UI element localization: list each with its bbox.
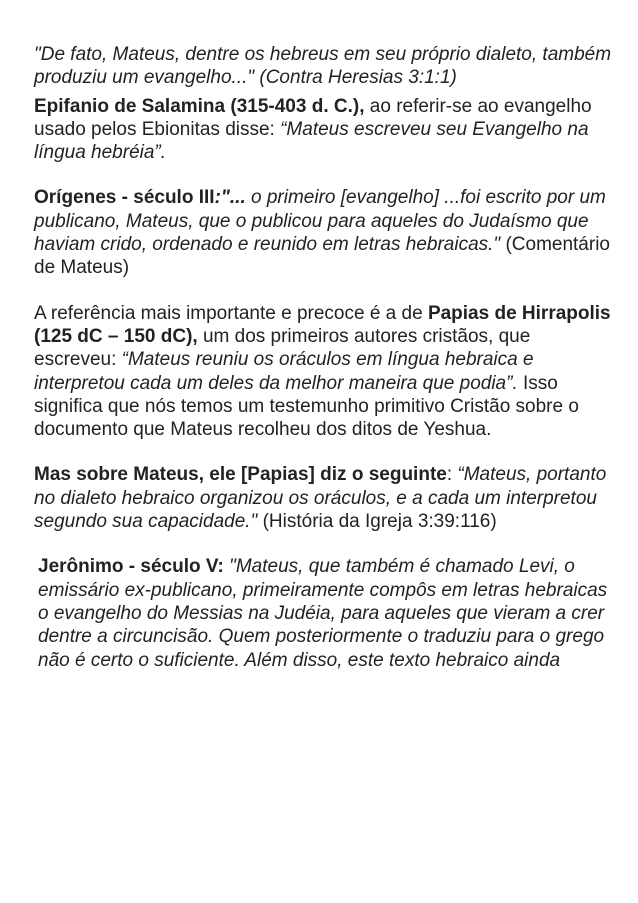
papias-text: um dos primeiros autores cristãos, que escreveu:	[34, 325, 531, 371]
epifanio-heading: Epifanio de Salamina (315-403 d. C.),	[34, 95, 365, 117]
origenes-heading: Orígenes - século III	[34, 187, 215, 209]
paragraph-jeronimo	[34, 555, 614, 671]
mas-sobre-mateus-heading: Mas sobre Mateus, ele [Papias] diz o seguinte	[34, 464, 447, 486]
epifanio-quote: “Mateus escreveu seu Evangelho na língua hebréia”.	[34, 118, 589, 164]
papias-conclusion: Isso significa que nós temos um testemunho primitivo Cristão sobre o documento que Mateus recolheu dos ditos de Yeshua.	[34, 372, 579, 441]
quote-contra-heresias	[34, 43, 614, 90]
origenes-source: (Comentário de Mateus)	[34, 234, 610, 279]
paragraph-mas-sobre-mateus	[34, 463, 614, 533]
origenes-quote-open: :"...	[214, 187, 246, 209]
mas-sobre-mateus-quote: “Mateus, portanto no dialeto hebraico organizou os oráculos, e a cada um interpretou segundo sua capacidade."	[34, 464, 607, 533]
jeronimo-quote: "Mateus, que também é chamado Levi, o emissário ex-publicano, primeiramente compôs em letras hebraicas o evangelho do Messias na Judéia, para aqueles que vieram a crer dentre a circuncisão. Quem posteriormente o traduziu para o grego não é certo o suficiente. Além disso, este texto hebraico ainda	[38, 556, 608, 671]
document-page	[34, 43, 614, 672]
papias-intro: A referência mais importante e precoce é a de	[34, 302, 428, 324]
mas-sobre-mateus-colon: :	[446, 464, 458, 486]
epifanio-text: ao referir-se ao evangelho usado pelos Ebionitas disse:	[34, 95, 592, 140]
papias-heading: Papias de Hirrapolis (125 dC – 150 dC),	[34, 302, 611, 347]
paragraph-origenes	[34, 186, 614, 279]
paragraph-epifanio	[34, 95, 614, 165]
paragraph-papias	[34, 302, 614, 442]
jeronimo-heading: Jerônimo - século V:	[38, 556, 224, 578]
quote-contra-heresias-text: "De fato, Mateus, dentre os hebreus em seu próprio dialeto, também produziu um evangelho..." (Contra Heresias 3:1:1)	[34, 44, 612, 89]
mas-sobre-mateus-source: (História da Igreja 3:39:116)	[257, 511, 497, 533]
origenes-quote: o primeiro [evangelho] ...foi escrito por um publicano, Mateus, que o publicou para aqueles do Judaísmo que haviam crido, ordenado e reunido em letras hebraicas."	[34, 187, 606, 256]
papias-quote: “Mateus reuniu os oráculos em língua hebraica e interpretou cada um deles da melhor maneira que podia”.	[34, 349, 534, 394]
